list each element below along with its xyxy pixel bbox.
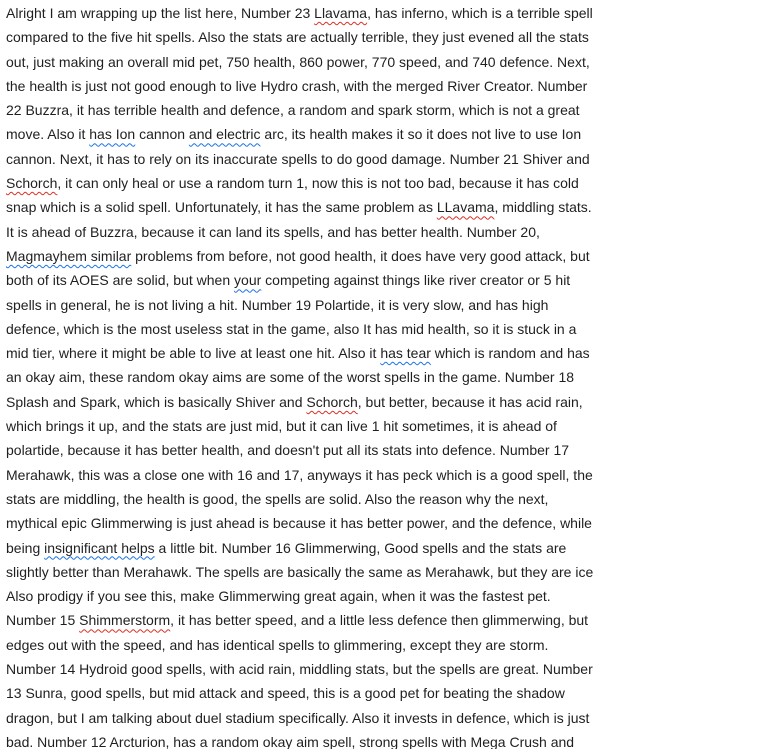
text-line <box>6 390 774 414</box>
text-segment: Splash and Spark, which is basically Shiver and <box>6 393 307 410</box>
text-line <box>6 657 774 681</box>
text-line <box>6 633 774 657</box>
text-line <box>6 487 774 511</box>
text-segment: which is random and has <box>430 345 590 362</box>
text-line <box>6 511 774 535</box>
text-segment: mid tier, where it might be able to live at least one hit. Also it <box>6 345 381 362</box>
text-line <box>6 50 774 74</box>
text-segment: , it has better speed, and a little less defence then glimmerwing, but <box>170 612 589 629</box>
text-line <box>6 293 774 317</box>
text-segment: 13 Sunra, good spells, but mid attack and speed, this is a good pet for beating the shadow <box>6 685 565 702</box>
text-segment: edges out with the speed, and has identical spells to glimmering, except they are storm. <box>6 636 549 653</box>
text-line <box>6 560 774 584</box>
text-line <box>6 341 774 365</box>
text-segment: being <box>6 539 45 556</box>
text-line <box>6 365 774 389</box>
text-line <box>6 536 774 560</box>
text-segment: snap which is a solid spell. Unfortunately, it has the same problem as <box>6 199 437 216</box>
text-line <box>6 317 774 341</box>
text-line <box>6 608 774 632</box>
text-line <box>6 438 774 462</box>
text-segment: slightly better than Merahawk. The spells are basically the same as Merahawk, but they are ice <box>6 563 594 580</box>
spelling-error-word[interactable]: Shimmerstorm <box>79 612 171 629</box>
text-segment: spells in general, he is not living a hit. Number 19 Polartide, it is very slow, and has high <box>6 296 549 313</box>
text-segment: competing against things like river creator or 5 hit <box>261 272 571 289</box>
spelling-error-word[interactable]: Llavama <box>314 5 368 21</box>
text-segment: defence, which is the most useless stat in the game, also It has mid health, so it is stuck in a <box>6 320 577 337</box>
text-segment: , but better, because it has acid rain, <box>357 393 583 410</box>
text-segment: move. Also it <box>6 126 90 143</box>
text-segment: dragon, but I am talking about duel stadium specifically. Also it invests in defence, which is just <box>6 709 590 726</box>
text-line <box>6 1 774 25</box>
text-line <box>6 706 774 730</box>
text-segment: 22 Buzzra, it has terrible health and defence, a random and spark storm, which is not a great <box>6 102 580 119</box>
text-segment: stats are middling, the health is good, the spells are solid. Also the reason why the next, <box>6 490 549 507</box>
text-segment: It is ahead of Buzzra, because it can land its spells, and has better health. Number 20, <box>6 223 540 240</box>
text-segment: cannon. Next, it has to rely on its inaccurate spells to do good damage. Number 21 Shiver and <box>6 150 590 167</box>
text-segment: polartide, because it has better health, and doesn't put all its stats into defence. Number 17 <box>6 442 570 459</box>
text-segment: cannon <box>135 126 189 143</box>
text-line <box>6 171 774 195</box>
text-segment: Number 15 <box>6 612 80 629</box>
text-line <box>6 268 774 292</box>
grammar-suggestion-phrase[interactable]: Magmayhem similar <box>6 247 132 264</box>
text-line <box>6 730 774 749</box>
text-line <box>6 98 774 122</box>
text-segment: Also prodigy if you see this, make Glimmerwing great again, when it was the fastest pet. <box>6 588 551 605</box>
text-segment: an okay aim, these random okay aims are some of the worst spells in the game. Number 18 <box>6 369 575 386</box>
text-segment: , it can only heal or use a random turn 1, now this is not too bad, because it has cold <box>57 175 579 192</box>
text-segment: arc, its health makes it so it does not live to use Ion <box>260 126 582 143</box>
spelling-error-word[interactable]: LLavama <box>436 199 495 216</box>
grammar-suggestion-phrase[interactable]: your <box>234 272 262 289</box>
text-segment: Merahawk, this was a close one with 16 and 17, anyways it has peck which is a good spell, the <box>6 466 593 483</box>
text-line <box>6 463 774 487</box>
text-line <box>6 584 774 608</box>
text-line <box>6 195 774 219</box>
text-segment: a little bit. Number 16 Glimmerwing, Good spells and the stats are <box>154 539 567 556</box>
text-line <box>6 147 774 171</box>
text-segment: which brings it up, and the stats are just mid, but it can live 1 hit sometimes, it is ahead of <box>6 418 557 435</box>
text-segment: out, just making an overall mid pet, 750 health, 860 power, 770 speed, and 740 defence. Next, <box>6 53 590 70</box>
text-line <box>6 244 774 268</box>
spelling-error-word[interactable]: Schorch <box>306 393 358 410</box>
text-segment: problems from before, not good health, it does have very good attack, but <box>131 247 590 264</box>
grammar-suggestion-phrase[interactable]: has Ion <box>89 126 136 143</box>
text-line <box>6 25 774 49</box>
text-line <box>6 122 774 146</box>
text-segment: , middling stats. <box>494 199 592 216</box>
grammar-suggestion-phrase[interactable]: and electric <box>188 126 261 143</box>
text-line <box>6 681 774 705</box>
text-segment: bad. Number 12 Arcturion, has a random okay aim spell, strong spells with Mega Crush and <box>6 733 575 749</box>
text-line <box>6 220 774 244</box>
spelling-error-word[interactable]: Schorch <box>6 175 58 192</box>
text-segment: both of its AOES are solid, but when <box>6 272 235 289</box>
text-segment: mythical epic Glimmerwing is just ahead is because it has better power, and the defence, while <box>6 515 592 532</box>
text-segment: the health is just not good enough to live Hydro crash, with the merged River Creator. Number <box>6 77 588 94</box>
grammar-suggestion-phrase[interactable]: insignificant helps <box>44 539 155 556</box>
text-segment: , has inferno, which is a terrible spell <box>367 5 593 21</box>
text-segment: Number 14 Hydroid good spells, with acid rain, middling stats, but the spells are great. Number <box>6 661 593 678</box>
text-line <box>6 414 774 438</box>
grammar-suggestion-phrase[interactable]: has tear <box>380 345 431 362</box>
text-line <box>6 74 774 98</box>
text-segment: Alright I am wrapping up the list here, Number 23 <box>6 5 315 21</box>
text-segment: compared to the five hit spells. Also the stats are actually terrible, they just evened all the stats <box>6 29 589 46</box>
